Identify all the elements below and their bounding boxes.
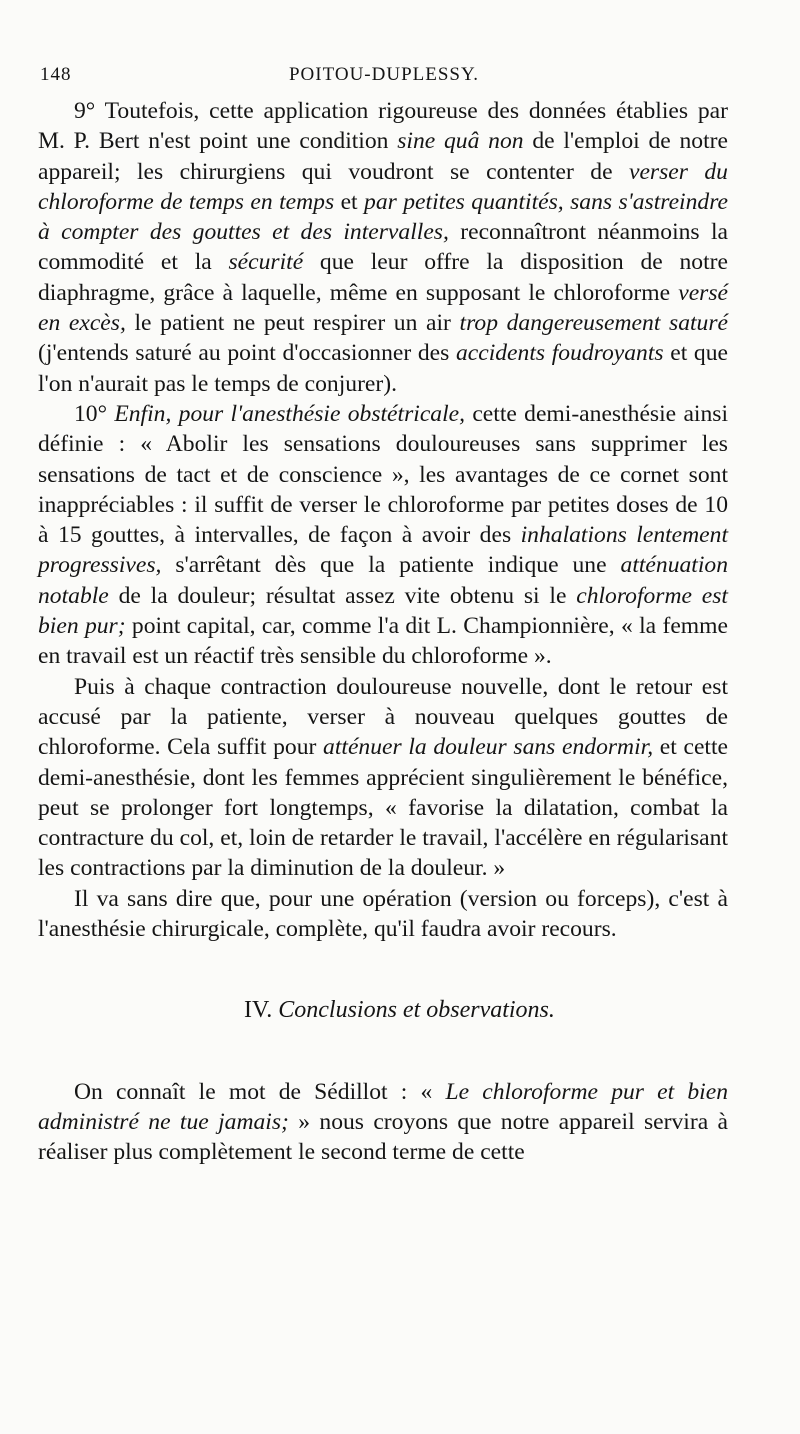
text-run: point capital, car, comme l'a dit L. Championnière, « la femme en travail est un réactif très sensible du chloroforme ». — [38, 613, 728, 670]
text-run: Le chloroforme pur et bien administré ne tue jamais; — [38, 1078, 728, 1135]
running-title: POITOU-DUPLESSY. — [288, 64, 480, 85]
text-run: que leur offre la disposition de notre diaphragme, grâce à laquelle, même en supposant le chloroforme — [38, 249, 728, 306]
paragraph-puis — [38, 672, 728, 884]
text-run: Enfin, pour l'anesthésie obstétricale, — [114, 400, 466, 427]
text-run: et cette demi-anesthésie, dont les femmes apprécient singulièrement le bénéfice, peut se prolonger fort longtemps, « favorise la dilatation, combat la contracture du col, et, loin de retarder le travail, l'accélère en régularisant les contractions par la diminution de la douleur. » — [38, 734, 729, 882]
text-run: par petites quantités, sans s'astreindre à compter des gouttes et des intervalles, — [38, 188, 728, 246]
text-run: accidents foudroyants — [455, 340, 664, 367]
text-run: sine quâ non — [397, 128, 524, 155]
text-run: trop dangereusement saturé — [459, 310, 728, 337]
text-run: et — [334, 188, 365, 215]
text-run: atténuer la douleur sans endormir, — [323, 734, 654, 761]
text-run: sécurité — [228, 249, 304, 276]
text-run: » nous croyons que notre appareil servira à réaliser plus complètement le second terme de cette — [38, 1108, 729, 1166]
page-number: 148 — [40, 64, 72, 85]
text-run: reconnaîtront néanmoins la commodité et la — [38, 219, 728, 276]
text-run: On connaît le mot de Sédillot : « — [74, 1078, 446, 1105]
text-run: chloroforme est bien pur; — [38, 582, 728, 640]
paragraph-10 — [38, 399, 728, 672]
text-run: et que l'on n'aurait pas le temps de conjurer). — [38, 340, 728, 397]
text-run: (j'entends saturé au point d'occasionner des — [38, 340, 456, 367]
text-run: de la douleur; résultat assez vite obtenu si le — [108, 582, 577, 609]
text-run: versé en excès, — [38, 279, 728, 337]
text-run: le patient ne peut respirer un air — [125, 310, 460, 337]
text-run: verser du chloroforme de temps en temps — [38, 158, 728, 215]
paragraph-sedillot — [38, 1077, 728, 1168]
text-run: inhalations lentement progressives, — [38, 522, 729, 579]
text-run: 9° Toutefois, cette application rigoureuse des données établies par M. P. Bert n'est point une condition — [38, 98, 728, 155]
text-run: cette demi-anesthésie ainsi définie : « Abolir les sensations douloureuses sans supprimer les sensations de tact et de conscience », les avantages de ce cornet sont inappréciables : il suffit de verser le chloroforme par petites doses de 10 à 15 gouttes, à intervalles, de façon à avoir des — [38, 400, 728, 549]
text-run: 10° — [74, 400, 115, 427]
page-body — [38, 96, 728, 1168]
text-run: Puis à chaque contraction douloureuse nouvelle, dont le retour est accusé par la patiente, verser à nouveau quelques gouttes de chloroforme. Cela suffit pour — [38, 673, 728, 761]
text-run: s'arrêtant dès que la patiente indique une — [161, 552, 621, 579]
page-header — [40, 64, 728, 94]
section-number: IV. — [244, 997, 273, 1024]
text-run: atténuation notable — [38, 552, 728, 609]
paragraph-9 — [38, 96, 728, 399]
section-heading — [38, 995, 728, 1025]
text-run: de l'emploi de notre appareil; les chirurgiens qui voudront se contenter de — [38, 128, 728, 185]
section-title: Conclusions et observations. — [278, 997, 555, 1024]
text-run: Il va sans dire que, pour une opération (version ou forceps), c'est à l'anesthésie chirurgicale, complète, qu'il faudra avoir recours. — [38, 885, 728, 943]
paragraph-operation — [38, 884, 728, 945]
